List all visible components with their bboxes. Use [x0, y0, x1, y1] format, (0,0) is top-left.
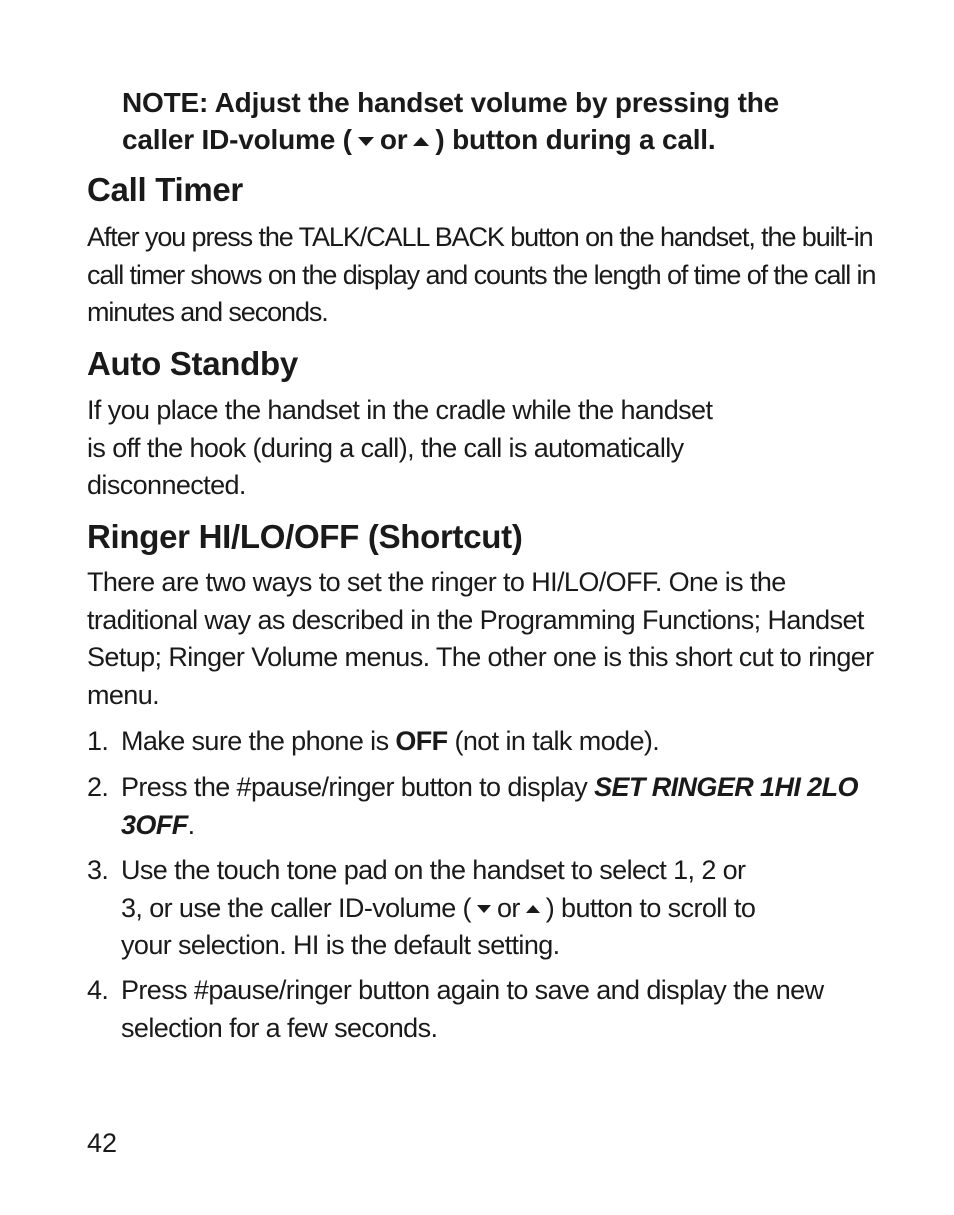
step-text-part: 3, or use the caller ID-volume (	[121, 892, 471, 923]
triangle-up-icon	[526, 905, 540, 913]
triangle-up-icon	[413, 137, 429, 146]
note-text-part: ) button during a call.	[435, 124, 716, 155]
display-message: SET RINGER 1HI 2LO 3OFF	[121, 772, 858, 840]
call-timer-heading: Call Timer	[87, 171, 243, 208]
ringer-body: There are two ways to set the ringer to HI/LO/OFF. One is the traditional way as described in the Programming Functions; Handset Setup; Ringer Volume menus. The other one is this short cut to ringer menu.	[87, 567, 874, 710]
auto-standby-body	[87, 392, 877, 505]
note-line-1: NOTE: Adjust the handset volume by pressing the	[122, 87, 779, 118]
note-line-2	[122, 121, 882, 158]
step-number: 4.	[87, 975, 109, 1005]
page-number: 42	[87, 1128, 118, 1158]
step-text-part: Press the #pause/ringer button to display	[121, 772, 595, 802]
step-text-part: Make sure the phone is	[121, 726, 396, 756]
note-or-text: or	[379, 124, 408, 155]
step-text	[121, 723, 871, 761]
step-text-part: ) button to scroll to	[545, 892, 756, 923]
off-keyword: OFF	[395, 726, 448, 756]
call-timer-body: After you press the TALK/CALL BACK button on the handset, the built-in call timer shows on the display and counts the length of time of the call in minutes and seconds.	[87, 222, 876, 327]
auto-standby-line: disconnected.	[87, 470, 246, 500]
note-text-part: caller ID-volume (	[122, 124, 352, 155]
step-text	[121, 852, 871, 965]
step-number: 2.	[87, 772, 109, 802]
step-or-text: or	[496, 892, 520, 923]
step-line: your selection. HI is the default setting.	[121, 930, 560, 960]
step-number: 3.	[87, 855, 109, 885]
triangle-down-icon	[358, 137, 374, 146]
triangle-down-icon	[477, 905, 491, 913]
auto-standby-line: is off the hook (during a call), the call is automatically	[87, 432, 684, 463]
step-text-part: (not in talk mode).	[447, 726, 660, 756]
step-line	[121, 890, 871, 928]
step-text	[121, 769, 871, 844]
step-number: 1.	[87, 726, 109, 756]
step-text: Press #pause/ringer button again to save and display the new selection for a few seconds.	[121, 975, 824, 1043]
step-line: Use the touch tone pad on the handset to select 1, 2 or	[121, 855, 746, 885]
volume-note	[122, 84, 882, 158]
auto-standby-heading: Auto Standby	[87, 345, 298, 382]
auto-standby-line: If you place the handset in the cradle while the handset	[87, 395, 713, 425]
ringer-heading: Ringer HI/LO/OFF (Shortcut)	[87, 518, 523, 555]
step-text-part: .	[187, 809, 195, 840]
